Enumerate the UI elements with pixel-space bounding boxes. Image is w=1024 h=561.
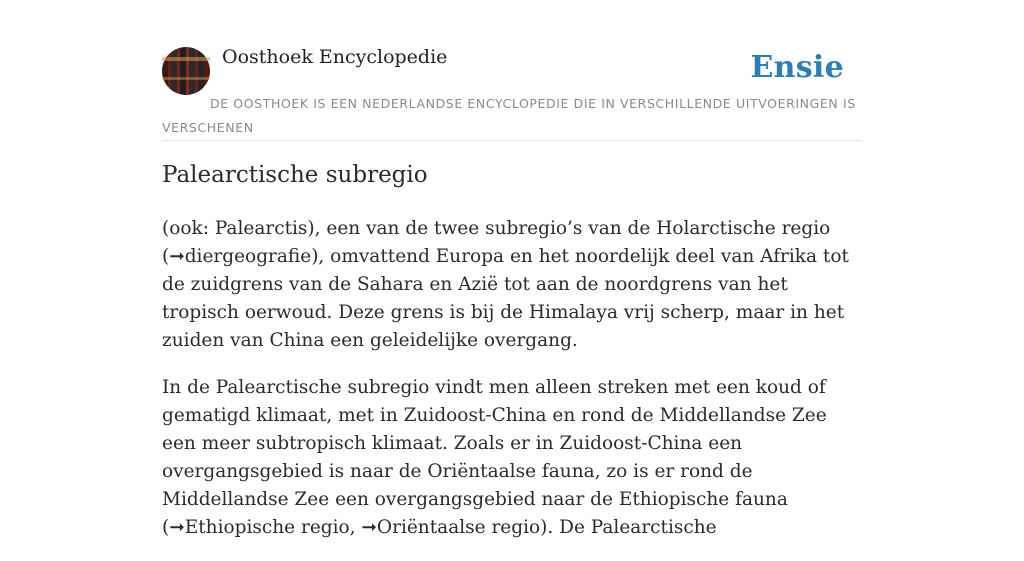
publication-tagline: DE OOSTHOEK IS EEN NEDERLANDSE ENCYCLOPEDIE DIE IN VERSCHILLENDE UITVOERINGEN IS VERSCHENEN (162, 96, 856, 135)
publication-avatar[interactable] (162, 47, 210, 95)
page (162, 0, 862, 538)
article-title: Palearctische subregio (162, 162, 428, 188)
publication-name[interactable]: Oosthoek Encyclopedie (222, 46, 448, 68)
ensie-logo-link[interactable]: Ensie (750, 50, 844, 85)
article-body (162, 215, 862, 561)
article-paragraph: In de Palearctische subregio vindt men alleen streken met een koud of gematigd klimaat, met in Zuidoost-China en rond de Middellandse Zee een meer subtropisch klimaat. Zoals er in Zuidoost-China een overgangsgebied is naar de Oriëntaalse fauna, zo is er rond de Middellandse Zee een overgangsgebied naar de Ethiopische fauna (➞Ethiopische regio, ➞Oriëntaalse regio). De Palearctische (162, 377, 827, 538)
site-header (162, 0, 862, 141)
article-paragraph: (ook: Palearctis), een van de twee subregio’s van de Holarctische regio (➞diergeografie), omvattend Europa en het noordelijk deel van Afrika tot de zuidgrens van de Sahara en Azië tot aan de noordgrens van het tropisch oerwoud. Deze grens is bij de Himalaya vrij scherp, maar in het zuiden van China een geleidelijke overgang. (162, 218, 849, 351)
